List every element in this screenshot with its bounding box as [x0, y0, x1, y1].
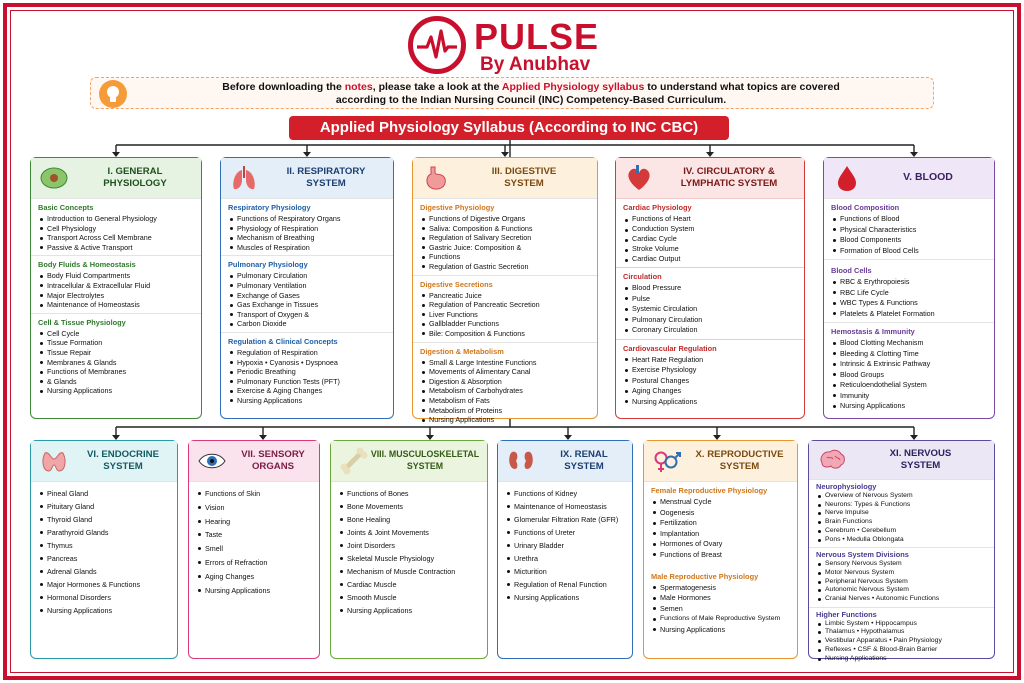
card-title-line1: XI. NERVOUS — [889, 448, 952, 459]
card-title-line1: II. RESPIRATORY — [286, 166, 366, 177]
section-title: Pulmonary Physiology — [228, 260, 308, 270]
list-item: Cerebrum • Cerebellum — [816, 527, 988, 536]
card-header — [331, 441, 487, 481]
card-title-line1: VI. ENDOCRINE — [87, 449, 159, 460]
list-item: Motor Nervous System — [816, 569, 988, 578]
section-title: Cell & Tissue Physiology — [38, 317, 126, 327]
card-blood — [823, 157, 995, 419]
list-item: Regulation of Respiration — [228, 348, 387, 358]
section-title: Neurophysiology — [816, 482, 877, 491]
notice-line2: according to the Indian Nursing Council (INC) Competency-Based Curriculum. — [335, 93, 727, 106]
list-item: WBC Types & Functions — [831, 298, 988, 309]
list-item: Periodic Breathing — [228, 367, 387, 377]
card-header — [809, 441, 994, 479]
list-item: Nursing Applications — [831, 401, 988, 412]
card-musculoskeletal-system — [330, 440, 488, 659]
list-item: Reticuloendothelial System — [831, 380, 988, 391]
list-item: Platelets & Platelet Formation — [831, 309, 988, 320]
gender-symbols-icon — [652, 447, 682, 475]
section-title: Nervous System Divisions — [816, 550, 909, 560]
list-item: Vision — [196, 501, 313, 515]
section-regulation-clinical — [221, 332, 393, 409]
stomach-icon — [421, 164, 451, 192]
list-item: Pancreas — [38, 552, 171, 565]
thyroid-icon — [39, 447, 69, 475]
list-item: Pulse — [623, 294, 798, 305]
list-item: Errors of Refraction — [196, 556, 313, 570]
card-title-line1: IV. CIRCULATORY & — [683, 166, 775, 177]
list-item: Nerve Impulse — [816, 509, 988, 518]
section-title: Regulation & Clinical Concepts — [228, 336, 338, 346]
notice-box — [90, 77, 934, 109]
musculoskeletal-list — [331, 481, 487, 620]
renal-list — [498, 481, 632, 607]
list-item: Maintenance of Homeostasis — [38, 300, 195, 310]
list-item: Implantation — [651, 529, 791, 540]
section-title: Digestive Physiology — [420, 203, 495, 212]
list-item: Cardiac Cycle — [623, 234, 798, 244]
section-basic-concepts — [31, 198, 201, 255]
list-item: Joints & Joint Movements — [338, 526, 481, 539]
notice-notes-link[interactable]: notes — [344, 81, 373, 93]
card-title-line2: PHYSIOLOGY — [103, 177, 167, 189]
list-item: Passive & Active Transport — [38, 243, 195, 253]
list-item: Cardiac Muscle — [338, 578, 481, 591]
list-item: Postural Changes — [623, 376, 798, 387]
card-reproductive-system — [643, 440, 798, 659]
list-item: Functions of Skin — [196, 487, 313, 501]
list-item: Nursing Applications — [338, 604, 481, 617]
list-item: Joint Disorders — [338, 539, 481, 552]
card-general-physiology — [30, 157, 202, 419]
section-title: Cardiovascular Regulation — [623, 343, 717, 353]
list-item: Exercise Physiology — [623, 365, 798, 376]
brand-title: PULSE — [474, 16, 600, 57]
list-item: Adrenal Glands — [38, 565, 171, 578]
brand-subtitle: By Anubhav — [480, 54, 591, 75]
list-item: Coronary Circulation — [623, 325, 798, 336]
section-title: Digestive Secretions — [420, 279, 493, 289]
list-item: Physiology of Respiration — [228, 224, 387, 234]
section-female-reproductive — [644, 481, 797, 564]
list-item: Exchange of Gases — [228, 291, 387, 301]
section-cardiovascular-regulation — [616, 339, 804, 411]
list-item: Bile: Composition & Functions — [420, 329, 591, 339]
list-item: Pulmonary Circulation — [228, 271, 387, 281]
list-item: Glomerular Filtration Rate (GFR) — [505, 513, 626, 526]
list-item: Male Hormones — [651, 593, 791, 604]
list-item: Gastric Juice: Composition & — [420, 243, 591, 253]
list-item: Major Electrolytes — [38, 291, 195, 301]
section-blood-cells — [824, 259, 994, 322]
list-item: Vestibular Apparatus • Pain Physiology — [816, 637, 988, 646]
list-item: Body Fluid Compartments — [38, 271, 195, 281]
section-title: Higher Functions — [816, 609, 877, 619]
list-item: Functions of Blood — [831, 214, 988, 225]
list-item: Pons • Medulla Oblongata — [816, 536, 988, 545]
list-item: Bone Healing — [338, 513, 481, 526]
list-item: Thalamus • Hypothalamus — [816, 628, 988, 637]
list-item: Urethra — [505, 552, 626, 565]
list-item: Membranes & Glands — [38, 358, 195, 368]
sensory-list — [189, 481, 319, 600]
section-higher-functions — [809, 607, 994, 667]
section-neurophysiology — [809, 479, 994, 547]
section-title: Body Fluids & Homeostasis — [38, 260, 136, 270]
list-item: Skeletal Muscle Physiology — [338, 552, 481, 565]
brain-icon — [817, 447, 847, 475]
list-item: Functions of Membranes — [38, 367, 195, 377]
list-item: Cell Cycle — [38, 329, 195, 339]
list-item: Heart Rate Regulation — [623, 355, 798, 366]
list-item: Semen — [651, 604, 791, 615]
list-item: Major Hormones & Functions — [38, 578, 171, 591]
section-digestive-secretions — [413, 275, 597, 342]
section-title: Respiratory Physiology — [228, 203, 311, 212]
section-cardiac-physiology — [616, 198, 804, 267]
list-item: Overview of Nervous System — [816, 492, 988, 501]
section-title: Blood Cells — [831, 266, 872, 275]
section-title: Digestion & Metabolism — [420, 346, 504, 356]
list-item: Pulmonary Function Tests (PFT) — [228, 377, 387, 387]
list-item: Cell Physiology — [38, 224, 195, 234]
card-header — [824, 158, 994, 198]
notice-part1: Before downloading the — [222, 81, 345, 93]
list-item: Urinary Bladder — [505, 539, 626, 552]
notice-text — [141, 81, 921, 106]
list-item: Regulation of Pancreatic Secretion — [420, 300, 591, 310]
list-item: Introduction to General Physiology — [38, 214, 195, 224]
list-item: Functions of Ureter — [505, 526, 626, 539]
card-header — [189, 441, 319, 481]
list-item: Cardiac Output — [623, 254, 798, 264]
card-title-line1: VIII. MUSCULOSKELETAL — [370, 449, 480, 459]
section-hemostasis-immunity — [824, 322, 994, 415]
list-item: Blood Pressure — [623, 283, 798, 294]
list-item: Saliva: Composition & Functions — [420, 224, 591, 234]
list-item: Regulation of Renal Function — [505, 578, 626, 591]
list-item: Metabolism of Proteins — [420, 406, 591, 416]
endocrine-list — [31, 481, 177, 620]
card-title-line2: SYSTEM — [103, 460, 143, 472]
eye-icon — [197, 447, 227, 475]
list-item: Pituitary Gland — [38, 500, 171, 513]
list-item: Smell — [196, 542, 313, 556]
card-title-line1: III. DIGESTIVE — [491, 166, 557, 177]
list-item: Stroke Volume — [623, 244, 798, 254]
card-header — [644, 441, 797, 481]
list-item: Nursing Applications — [420, 415, 591, 425]
card-header — [413, 158, 597, 198]
list-item: Conduction System — [623, 224, 798, 234]
list-item: Bleeding & Clotting Time — [831, 349, 988, 360]
brand-logo — [408, 14, 618, 76]
list-item: Gas Exchange in Tissues — [228, 300, 387, 310]
section-title: Male Reproductive Physiology — [651, 571, 759, 581]
card-circulatory-lymphatic — [615, 157, 805, 419]
card-endocrine-system — [30, 440, 178, 659]
card-nervous-system — [808, 440, 995, 662]
card-header — [616, 158, 804, 198]
notice-part3: to understand what topics are covered — [644, 81, 840, 93]
list-item: Nursing Applications — [38, 386, 195, 396]
list-item: Pulmonary Circulation — [623, 315, 798, 326]
section-nervous-divisions — [809, 547, 994, 607]
lightbulb-icon — [99, 80, 127, 108]
list-item: Micturition — [505, 565, 626, 578]
card-title-line2: SYSTEM — [504, 177, 544, 189]
section-cell-tissue — [31, 313, 201, 399]
list-item: Hearing — [196, 515, 313, 529]
list-item: Blood Components — [831, 235, 988, 246]
list-item: Pancreatic Juice — [420, 291, 591, 301]
section-title: Blood Composition — [831, 203, 900, 212]
list-item: Metabolism of Carbohydrates — [420, 386, 591, 396]
list-item: Functions of Heart — [623, 214, 798, 224]
section-digestive-physiology — [413, 198, 597, 275]
section-title: Hemostasis & Immunity — [831, 327, 915, 336]
card-sensory-organs — [188, 440, 320, 659]
list-item: Brain Functions — [816, 518, 988, 527]
list-item: Metabolism of Fats — [420, 396, 591, 406]
list-item: Nursing Applications — [651, 625, 791, 636]
list-item: & Glands — [38, 377, 195, 387]
list-item: Limbic System • Hippocampus — [816, 620, 988, 629]
list-item: Small & Large Intestine Functions — [420, 358, 591, 368]
list-item: Aging Changes — [623, 386, 798, 397]
section-respiratory-physiology — [221, 198, 393, 255]
list-item: RBC Life Cycle — [831, 288, 988, 299]
list-item: Nursing Applications — [816, 655, 988, 664]
list-item: Thyroid Gland — [38, 513, 171, 526]
card-respiratory-system — [220, 157, 394, 419]
card-header — [31, 158, 201, 198]
list-item: Fertilization — [651, 518, 791, 529]
heart-icon — [624, 164, 654, 192]
list-item: Functions of Kidney — [505, 487, 626, 500]
section-digestion-metabolism — [413, 342, 597, 428]
list-item: Thymus — [38, 539, 171, 552]
list-item: Functions of Male Reproductive System — [651, 614, 791, 625]
card-title-line1: X. REPRODUCTIVE — [695, 449, 784, 460]
bone-icon — [339, 447, 369, 475]
list-item: Hypoxia • Cyanosis • Dyspnoea — [228, 358, 387, 368]
list-item: Parathyroid Glands — [38, 526, 171, 539]
list-item: Physical Characteristics — [831, 225, 988, 236]
list-item: Nursing Applications — [623, 397, 798, 408]
list-item: Intrinsic & Extrinsic Pathway — [831, 359, 988, 370]
notice-part2: , please take a look at the — [372, 81, 502, 93]
list-item: Nursing Applications — [38, 604, 171, 617]
section-title: Basic Concepts — [38, 203, 94, 212]
section-circulation — [616, 267, 804, 339]
list-item: Regulation of Gastric Secretion — [420, 262, 591, 272]
blood-drop-icon — [832, 164, 862, 192]
card-header — [221, 158, 393, 198]
list-item: Hormones of Ovary — [651, 539, 791, 550]
list-item: Exercise & Aging Changes — [228, 386, 387, 396]
section-pulmonary-physiology — [221, 255, 393, 332]
list-item: Nursing Applications — [228, 396, 387, 406]
card-digestive-system — [412, 157, 598, 425]
list-item: Menstrual Cycle — [651, 497, 791, 508]
card-title-line2: SYSTEM — [406, 460, 444, 471]
list-item: Tissue Formation — [38, 338, 195, 348]
card-title-line2: SYSTEM — [900, 459, 941, 471]
section-blood-composition — [824, 198, 994, 259]
list-item: Blood Groups — [831, 370, 988, 381]
list-item: Reflexes • CSF & Blood-Brain Barrier — [816, 646, 988, 655]
list-item: Aging Changes — [196, 570, 313, 584]
list-item: Nursing Applications — [505, 591, 626, 604]
card-title-line2: SYSTEM — [719, 460, 760, 472]
list-item: Spermatogenesis — [651, 583, 791, 594]
list-item: Smooth Muscle — [338, 591, 481, 604]
card-renal-system — [497, 440, 633, 659]
card-title-line2: SYSTEM — [306, 177, 346, 189]
card-title-line1: V. BLOOD — [903, 171, 953, 183]
list-item: Cranial Nerves • Autonomic Functions — [816, 595, 988, 604]
lungs-icon — [229, 164, 259, 192]
list-item: Autonomic Nervous System — [816, 586, 988, 595]
list-item: Functions of Respiratory Organs — [228, 214, 387, 224]
list-item: Oogenesis — [651, 508, 791, 519]
card-title-line1: I. GENERAL — [107, 166, 163, 177]
list-item: Tissue Repair — [38, 348, 195, 358]
kidney-icon — [506, 447, 536, 475]
list-item: Intracellular & Extracellular Fluid — [38, 281, 195, 291]
card-title-line2: SYSTEM — [564, 460, 604, 472]
list-item: Taste — [196, 528, 313, 542]
list-item: Liver Functions — [420, 310, 591, 320]
list-item: Neurons: Types & Functions — [816, 501, 988, 510]
pulse-circle-icon — [408, 16, 466, 74]
list-item: Mechanism of Breathing — [228, 233, 387, 243]
list-item: Transport of Oxygen & — [228, 310, 387, 320]
section-title: Circulation — [623, 272, 662, 281]
card-title-line2: LYMPHATIC SYSTEM — [680, 177, 778, 189]
list-item: Functions of Breast — [651, 550, 791, 561]
section-title: Female Reproductive Physiology — [651, 486, 768, 495]
card-title-line2: ORGANS — [251, 460, 295, 472]
list-item: Nursing Applications — [196, 584, 313, 598]
list-item: Systemic Circulation — [623, 304, 798, 315]
list-item: Pineal Gland — [38, 487, 171, 500]
card-title-line1: IX. RENAL — [560, 449, 608, 460]
list-item: Regulation of Salivary Secretion — [420, 233, 591, 243]
list-item: Blood Clotting Mechanism — [831, 338, 988, 349]
list-item: Pulmonary Ventilation — [228, 281, 387, 291]
list-item: Movements of Alimentary Canal — [420, 367, 591, 377]
card-header — [498, 441, 632, 481]
list-item: Functions — [420, 252, 591, 262]
list-item: Bone Movements — [338, 500, 481, 513]
list-item: Formation of Blood Cells — [831, 246, 988, 257]
section-male-reproductive — [644, 564, 797, 639]
list-item: Peripheral Nervous System — [816, 578, 988, 587]
list-item: Sensory Nervous System — [816, 560, 988, 569]
notice-syllabus-highlight: Applied Physiology syllabus — [501, 81, 645, 93]
list-item: Transport Across Cell Membrane — [38, 233, 195, 243]
list-item: Immunity — [831, 391, 988, 402]
list-item: Muscles of Respiration — [228, 243, 387, 253]
list-item: Hormonal Disorders — [38, 591, 171, 604]
cell-icon — [39, 164, 69, 192]
card-title-line1: VII. SENSORY — [241, 449, 305, 460]
list-item: Carbon Dioxide — [228, 319, 387, 329]
section-title: Cardiac Physiology — [623, 203, 692, 212]
list-item: Mechanism of Muscle Contraction — [338, 565, 481, 578]
card-header — [31, 441, 177, 481]
list-item: RBC & Erythropoiesis — [831, 277, 988, 288]
list-item: Digestion & Absorption — [420, 377, 591, 387]
list-item: Gallbladder Functions — [420, 319, 591, 329]
section-body-fluids — [31, 255, 201, 312]
syllabus-banner: Applied Physiology Syllabus (According to INC CBC) — [289, 116, 729, 140]
list-item: Functions of Bones — [338, 487, 481, 500]
list-item: Maintenance of Homeostasis — [505, 500, 626, 513]
list-item: Functions of Digestive Organs — [420, 214, 591, 224]
